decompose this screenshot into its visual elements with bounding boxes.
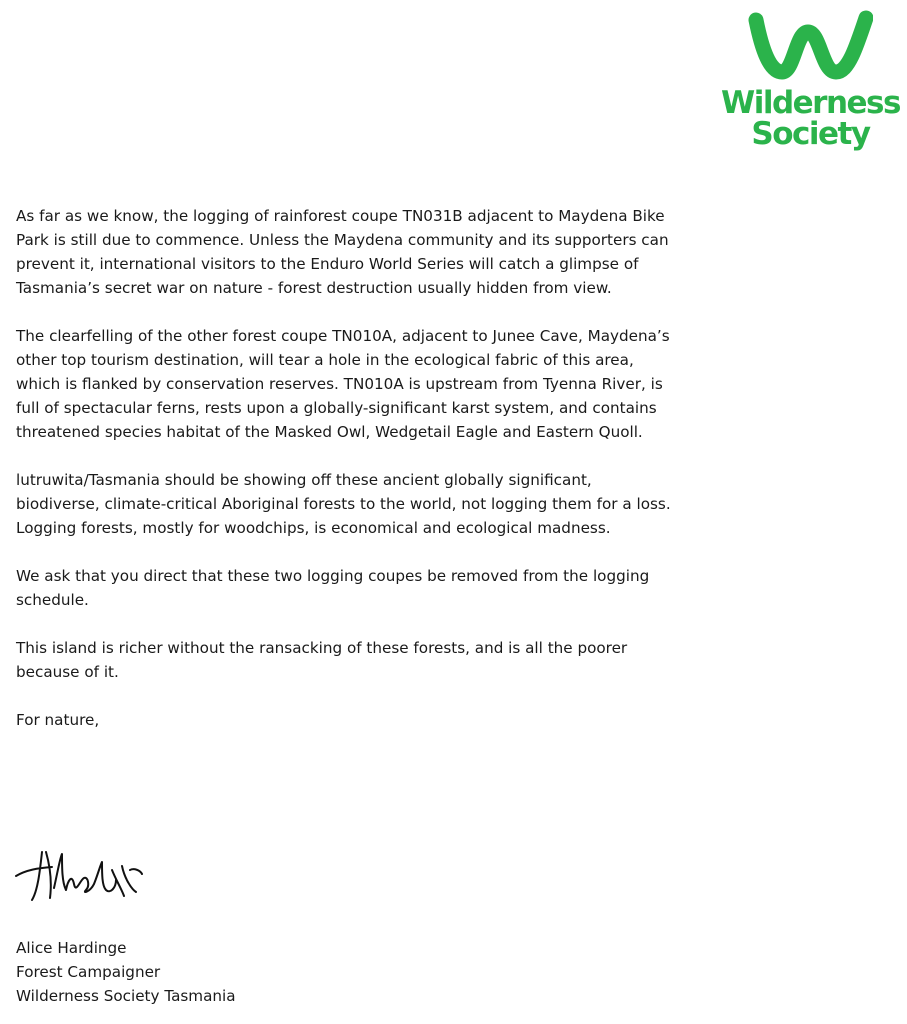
paragraph-2: The clearfelling of the other forest coupe TN010A, adjacent to Junee Cave, Maydena’s other top tourism destination, will tear a hole in the ecological fabric of this area, which is flanked by conservation reserves. TN010A is upstream from Tyenna River, is full of spectacular ferns, rests upon a globally-significant karst system, and contains threatened species habitat of the Masked Owl, Wedgetail Eagle and Eastern Quoll. bbox=[16, 327, 670, 441]
wilderness-w-icon bbox=[748, 10, 873, 90]
letter-body bbox=[16, 204, 676, 756]
paragraph-1: As far as we know, the logging of rainforest coupe TN031B adjacent to Maydena Bike Park is still due to commence. Unless the Maydena community and its supporters can prevent it, international visitors to the Enduro World Series will catch a glimpse of Tasmania’s secret war on nature - forest destruction usually hidden from view. bbox=[16, 207, 669, 297]
logo-line-1: Wilderness bbox=[721, 85, 900, 121]
signatory-name: Alice Hardinge bbox=[16, 939, 127, 957]
signatory-block bbox=[16, 936, 236, 1008]
wilderness-society-logo bbox=[718, 10, 903, 160]
handwritten-signature bbox=[12, 840, 147, 910]
logo-wordmark bbox=[718, 85, 903, 152]
sign-off: For nature, bbox=[16, 711, 100, 729]
paragraph-3: lutruwita/Tasmania should be showing off these ancient globally significant, biodiverse, climate-critical Aboriginal forests to the world, not logging them for a loss. Logging forests, mostly for woodchips, is economical and ecological madness. bbox=[16, 471, 671, 537]
paragraph-4: We ask that you direct that these two logging coupes be removed from the logging schedule. bbox=[16, 567, 650, 609]
paragraph-5: This island is richer without the ransacking of these forests, and is all the poorer because of it. bbox=[16, 639, 628, 681]
signatory-title: Forest Campaigner bbox=[16, 963, 161, 981]
logo-line-2: Society bbox=[751, 116, 870, 152]
signatory-organisation: Wilderness Society Tasmania bbox=[16, 987, 236, 1005]
